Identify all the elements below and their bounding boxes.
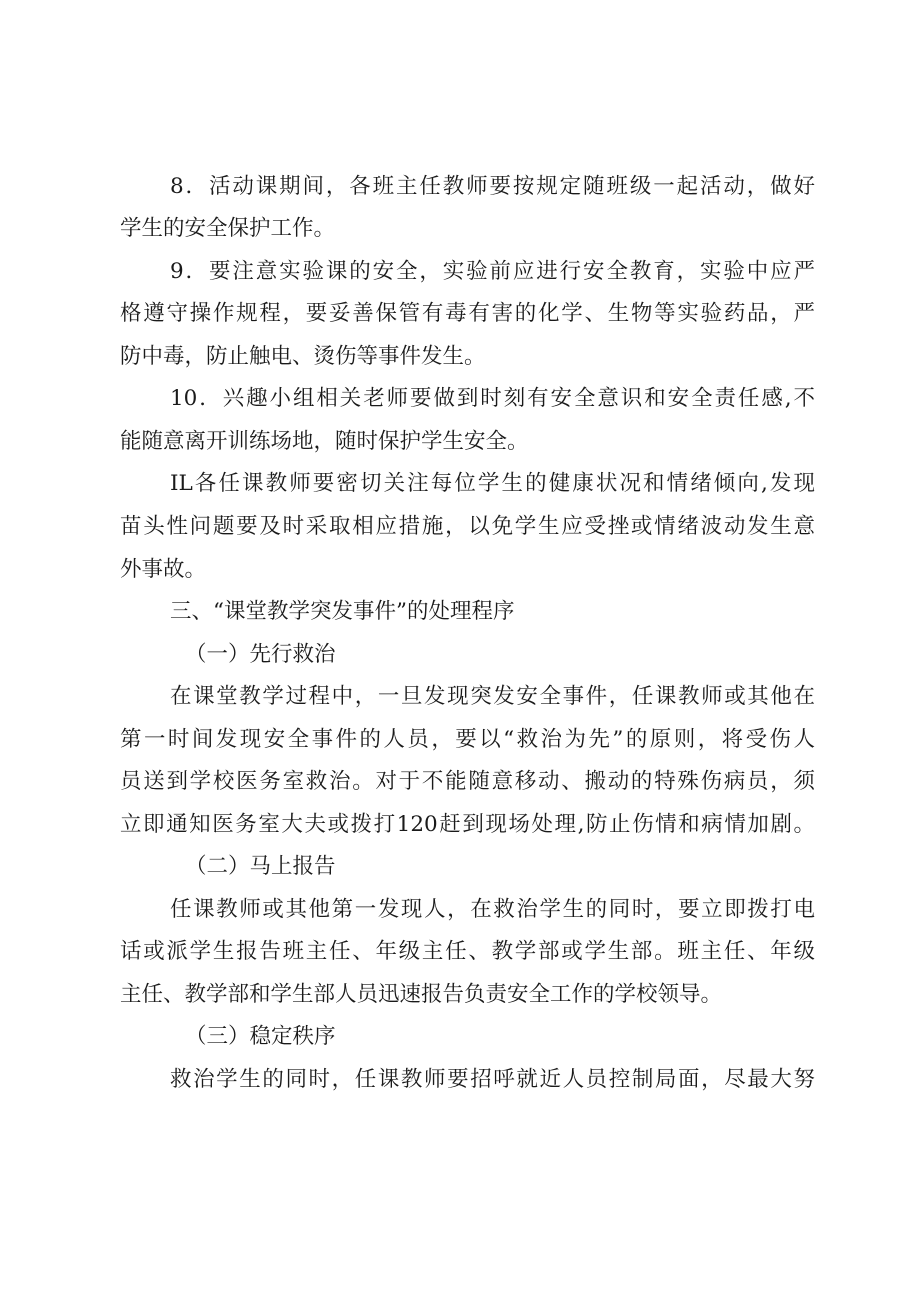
section-heading-3: 三、“课堂教学突发事件”的处理程序 <box>170 599 515 624</box>
subheading-2: （二）马上报告 <box>185 854 336 879</box>
paragraph-treatment-line-4: 立即通知医务室大夫或拨打120赶到现场处理,防止伤情和病情加剧。 <box>120 812 815 837</box>
paragraph-9-line-3: 防中毒，防止触电、烫伤等事件发生。 <box>120 344 486 369</box>
paragraph-8-line-2: 学生的安全保护工作。 <box>120 216 336 241</box>
paragraph-report-line-1: 任课教师或其他第一发现人，在救治学生的同时，要立即拨打电 <box>170 897 815 922</box>
subheading-3: （三）稳定秩序 <box>185 1024 336 1049</box>
paragraph-report-line-2: 话或派学生报告班主任、年级主任、教学部或学生部。班主任、年级 <box>120 939 815 964</box>
paragraph-order-line-1: 救治学生的同时，任课教师要招呼就近人员控制局面，尽最大努 <box>170 1067 815 1092</box>
paragraph-treatment-line-1: 在课堂教学过程中，一旦发现突发安全事件，任课教师或其他在 <box>170 684 815 709</box>
paragraph-report-line-3: 主任、教学部和学生部人员迅速报告负责安全工作的学校领导。 <box>120 982 723 1007</box>
paragraph-9-line-2: 格遵守操作规程，要妥善保管有毒有害的化学、生物等实验药品，严 <box>120 301 815 326</box>
paragraph-10-line-1: 10．兴趣小组相关老师要做到时刻有安全意识和安全责任感,不 <box>170 386 815 411</box>
paragraph-11-line-2: 苗头性问题要及时采取相应措施，以免学生应受挫或情绪波动发生意 <box>120 514 815 539</box>
paragraph-11-line-3: 外事故。 <box>120 557 207 582</box>
subheading-1: （一）先行救治 <box>185 642 336 667</box>
paragraph-11-line-1: IL各任课教师要密切关注每位学生的健康状况和情绪倾向,发现 <box>170 471 815 496</box>
paragraph-8-line-1: 8．活动课期间，各班主任教师要按规定随班级一起活动，做好 <box>170 174 815 199</box>
paragraph-treatment-line-2: 第一时间发现安全事件的人员，要以“救治为先”的原则，将受伤人 <box>120 727 815 752</box>
paragraph-10-line-2: 能随意离开训练场地，随时保护学生安全。 <box>120 429 529 454</box>
paragraph-9-line-1: 9．要注意实验课的安全，实验前应进行安全教育，实验中应严 <box>170 259 815 284</box>
paragraph-treatment-line-3: 员送到学校医务室救治。对于不能随意移动、搬动的特殊伤病员，须 <box>120 769 815 794</box>
